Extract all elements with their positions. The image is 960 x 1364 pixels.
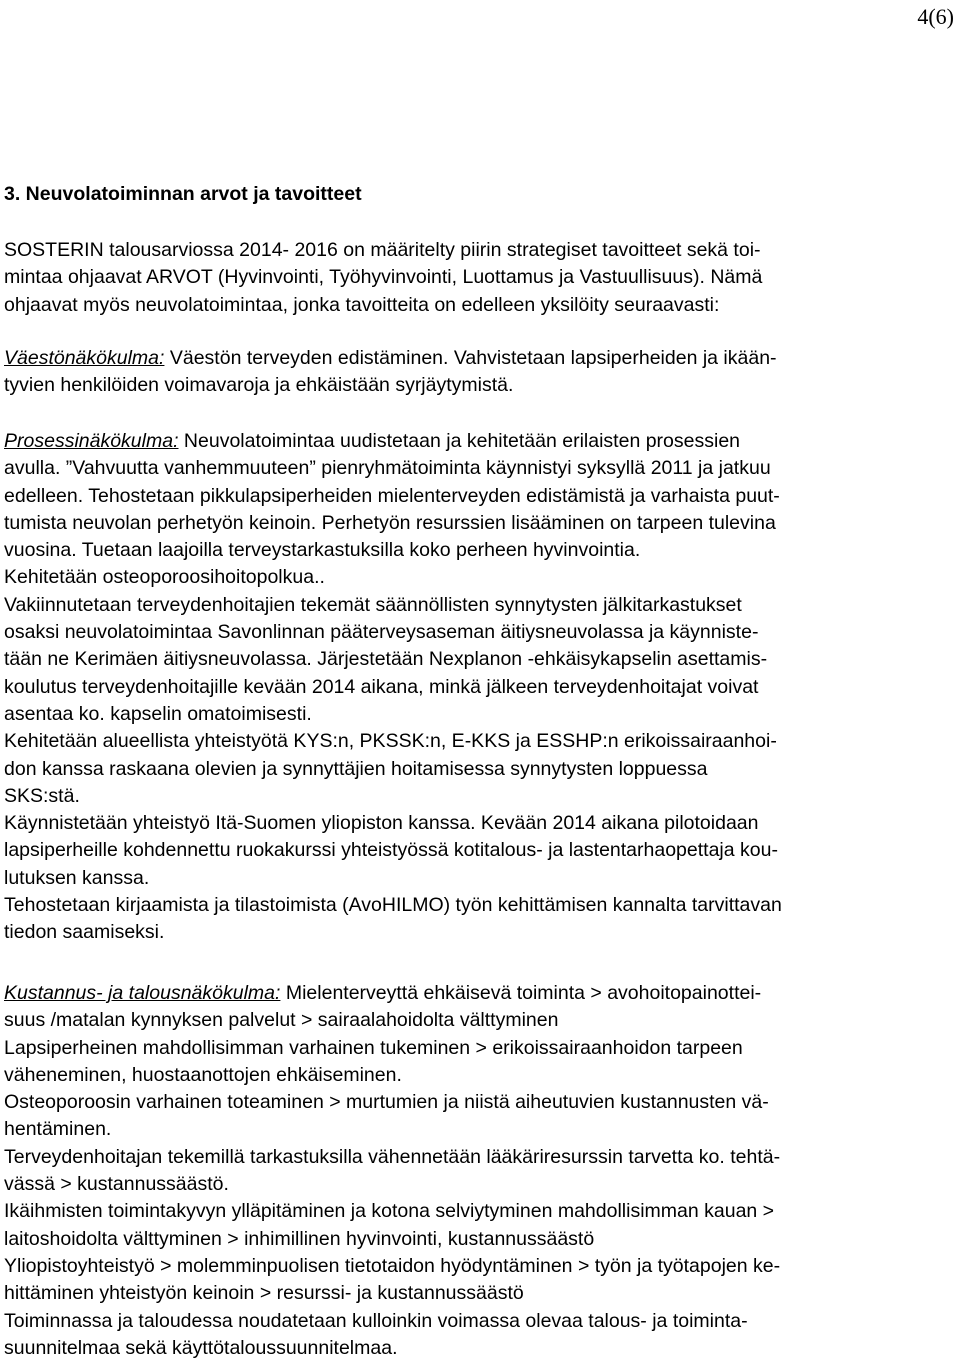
cost-perspective-label: Kustannus- ja talousnäkökulma: (4, 982, 281, 1004)
population-perspective-label: Väestönäkökulma: (4, 347, 165, 369)
page-number: 4(6) (917, 4, 954, 29)
process-perspective-paragraph (4, 428, 958, 947)
cost-perspective-text: Mielenterveyttä ehkäisevä toiminta > avohoitopainottei- suus /matalan kynnyksen palvelut > sairaalahoidolta välttyminen Lapsiperheinen mahdollisimman varhainen tukeminen > erikoissairaanhoidon tarpeen väheneminen, huostaanottojen ehkäiseminen. Osteoporoosin varhainen toteaminen > murtumien ja niistä aiheutuvien kustannusten vä- hentäminen. Terveydenhoitajan tekemillä tarkastuksilla vähennetään lääkäriresurssin tarvetta ko. tehtä- vässä > kustannussäästö. Ikäihmisten toimintakyvyn ylläpitäminen ja kotona selviytyminen mahdollisimman kauan > laitoshoidolta välttyminen > inhimillinen hyvinvointi, kustannussäästö Yliopistoyhteistyö > molemminpuolisen tietotaidon hyödyntäminen > työn ja työtapojen ke- hittäminen yhteistyön keinoin > resurssi- ja kustannussäästö Toiminnassa ja taloudessa noudatetaan kulloinkin voimassa olevaa talous- ja toiminta- suunnitelmaa sekä käyttötaloussuunnitelmaa. (4, 982, 781, 1359)
population-perspective-paragraph (4, 345, 958, 400)
cost-perspective-paragraph (4, 980, 958, 1362)
population-perspective-text: Väestön terveyden edistäminen. Vahvistetaan lapsiperheiden ja ikään- tyvien henkilöiden voimavaroja ja ehkäistään syrjäytymistä. (4, 347, 777, 397)
intro-paragraph: SOSTERIN talousarviossa 2014- 2016 on määritelty piirin strategiset tavoitteet sekä toi- mintaa ohjaavat ARVOT (Hyvinvointi, Työhyvinvointi, Luottamus ja Vastuullisuus). Nämä ohjaavat myös neuvolatoimintaa, jonka tavoitteita on edelleen yksilöity seuraavasti: (4, 239, 763, 316)
process-perspective-text: Neuvolatoimintaa uudistetaan ja kehitetään erilaisten prosessien avulla. ”Vahvuutta vanhemmuuteen” pienryhmätoiminta käynnistyi syksyllä 2011 ja jatkuu edelleen. Tehostetaan pikkulapsiperheiden mielenterveyden edistämistä ja varhaista puut- tumista neuvolan perhetyön keinoin. Perhetyön resurssien lisääminen on tarpeen tulevina vuosina. Tuetaan laajoilla terveystarkastuksilla koko perheen hyvinvointia. Kehitetään osteoporoosihoitopolkua.. Vakiinnutetaan terveydenhoitajien tekemät säännöllisten synnytysten jälkitarkastukset osaksi neuvolatoimintaa Savonlinnan pääterveysaseman äitiysneuvolassa ja käynniste- tään ne Kerimäen äitiysneuvolassa. Järjestetään Nexplanon -ehkäisykapselin asettamis- koulutus terveydenhoitajille kevään 2014 aikana, minkä jälkeen terveydenhoitajat voivat asentaa ko. kapselin omatoimisesti. Kehitetään alueellista yhteistyötä KYS:n, PKSSK:n, E-KKS ja ESSHP:n erikoissairaanhoi- don kanssa raskaana olevien ja synnyttäjien hoitamisessa synnytysten loppuessa SKS:stä. Käynnistetään yhteistyö Itä-Suomen yliopiston kanssa. Kevään 2014 aikana pilotoidaan lapsiperheille kohdennettu ruokakurssi yhteistyössä kotitalous- ja lastentarhaopettaja kou- lutuksen kanssa. Tehostetaan kirjaamista ja tilastoimista (AvoHILMO) työn kehittämisen kannalta tarvittavan tiedon saamiseksi. (4, 430, 782, 944)
process-perspective-label: Prosessinäkökulma: (4, 430, 179, 452)
section-heading: 3. Neuvolatoiminnan arvot ja tavoitteet (4, 183, 362, 205)
